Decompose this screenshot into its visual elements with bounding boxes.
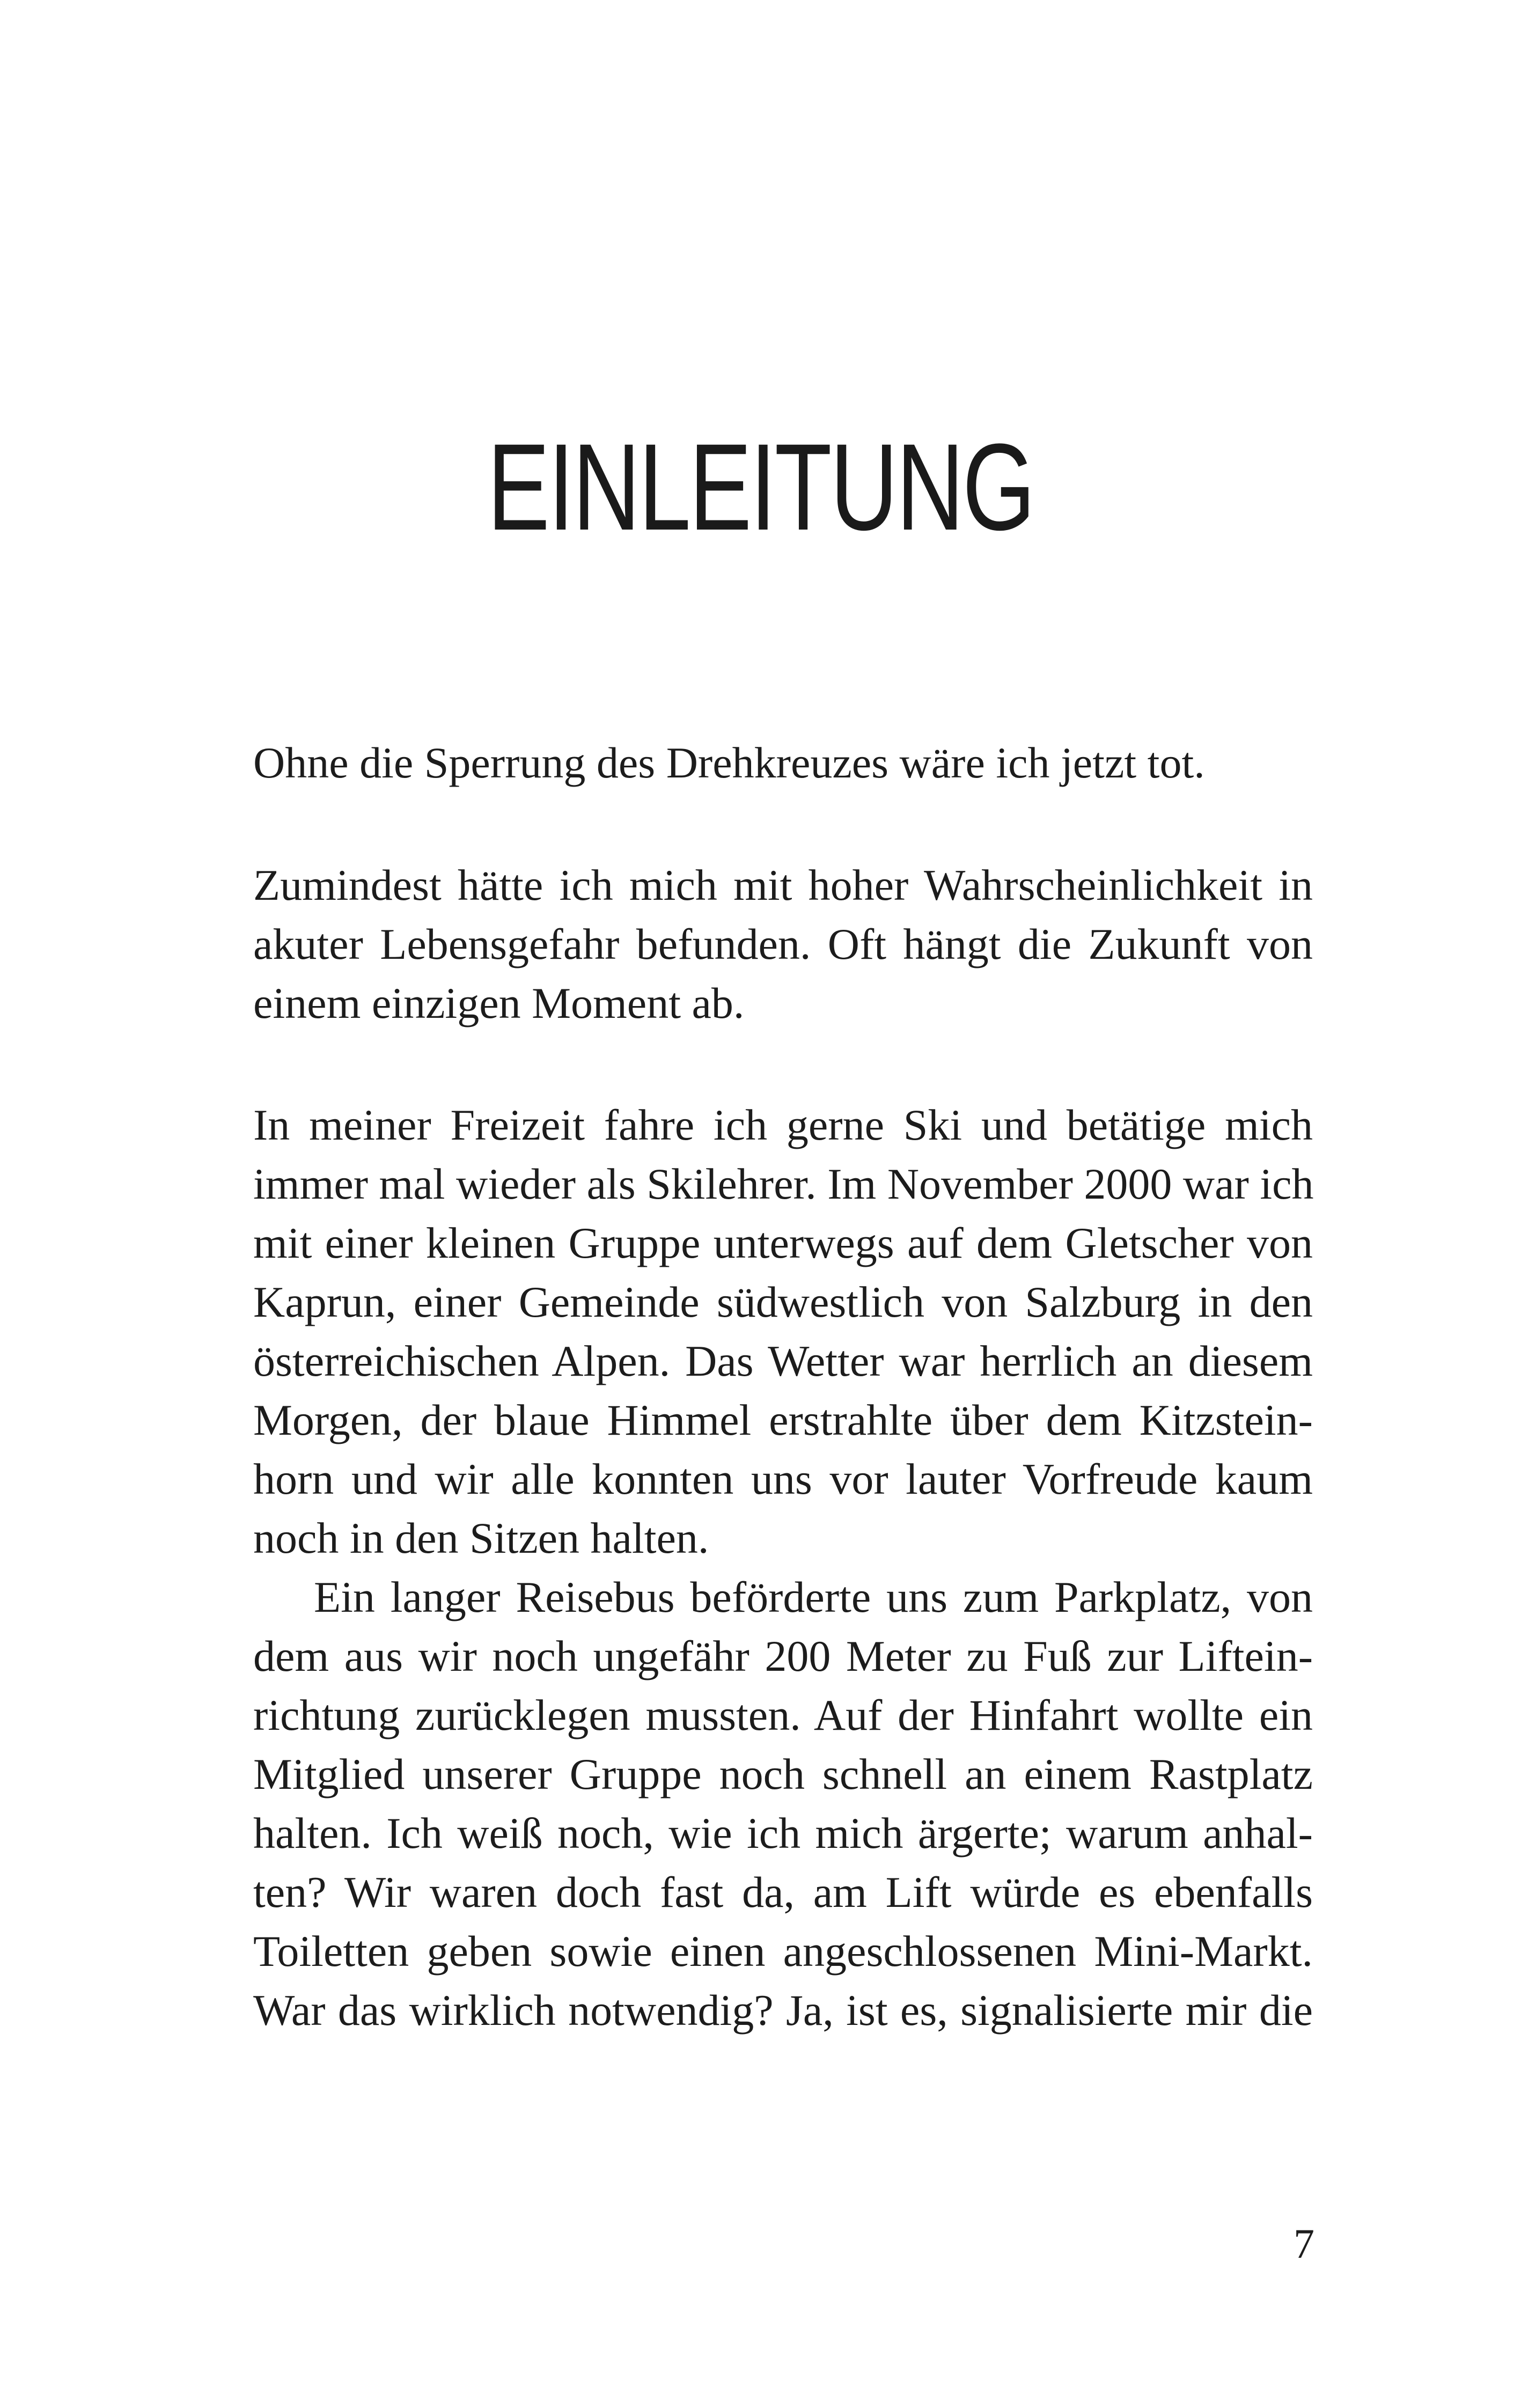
text-line: halten. Ich weiß noch, wie ich mich ärgerte; warum anhal- xyxy=(253,1809,1313,1858)
page-number: 7 xyxy=(1294,2220,1314,2267)
text-line: richtung zurücklegen mussten. Auf der Hinfahrt wollte ein xyxy=(253,1691,1313,1739)
text-line: Zumindest hätte ich mich mit hoher Wahrscheinlichkeit in xyxy=(253,861,1313,909)
text-line: akuter Lebensgefahr befunden. Oft hängt die Zukunft von xyxy=(253,920,1313,968)
chapter-title: EINLEITUNG xyxy=(487,418,1034,556)
text-line: Kaprun, einer Gemeinde südwestlich von Salzburg in den xyxy=(253,1278,1313,1326)
text-line: Ohne die Sperrung des Drehkreuzes wäre ich jetzt tot. xyxy=(253,738,1205,787)
text-line: immer mal wieder als Skilehrer. Im November 2000 war ich xyxy=(253,1159,1314,1208)
text-line: horn und wir alle konnten uns vor lauter Vorfreude kaum xyxy=(253,1455,1313,1503)
text-line: dem aus wir noch ungefähr 200 Meter zu Fuß zur Liftein- xyxy=(253,1632,1313,1680)
text-line: Toiletten geben sowie einen angeschlossenen Mini-Markt. xyxy=(253,1927,1313,1976)
text-line: österreichischen Alpen. Das Wetter war herrlich an diesem xyxy=(253,1337,1313,1385)
text-line: Morgen, der blaue Himmel erstrahlte über dem Kitzstein- xyxy=(253,1396,1313,1444)
text-line: noch in den Sitzen halten. xyxy=(253,1514,709,1562)
text-line: ten? Wir waren doch fast da, am Lift würde es ebenfalls xyxy=(253,1868,1313,1917)
text-line: In meiner Freizeit fahre ich gerne Ski und betätige mich xyxy=(253,1100,1313,1149)
text-line: mit einer kleinen Gruppe unterwegs auf dem Gletscher von xyxy=(253,1218,1313,1267)
text-line: einem einzigen Moment ab. xyxy=(253,979,745,1027)
text-line: Ein langer Reisebus beförderte uns zum Parkplatz, von xyxy=(314,1573,1313,1621)
text-line: Mitglied unserer Gruppe noch schnell an einem Rastplatz xyxy=(253,1750,1313,1798)
text-line: War das wirklich notwendig? Ja, ist es, signalisierte mir die xyxy=(253,1986,1313,2035)
